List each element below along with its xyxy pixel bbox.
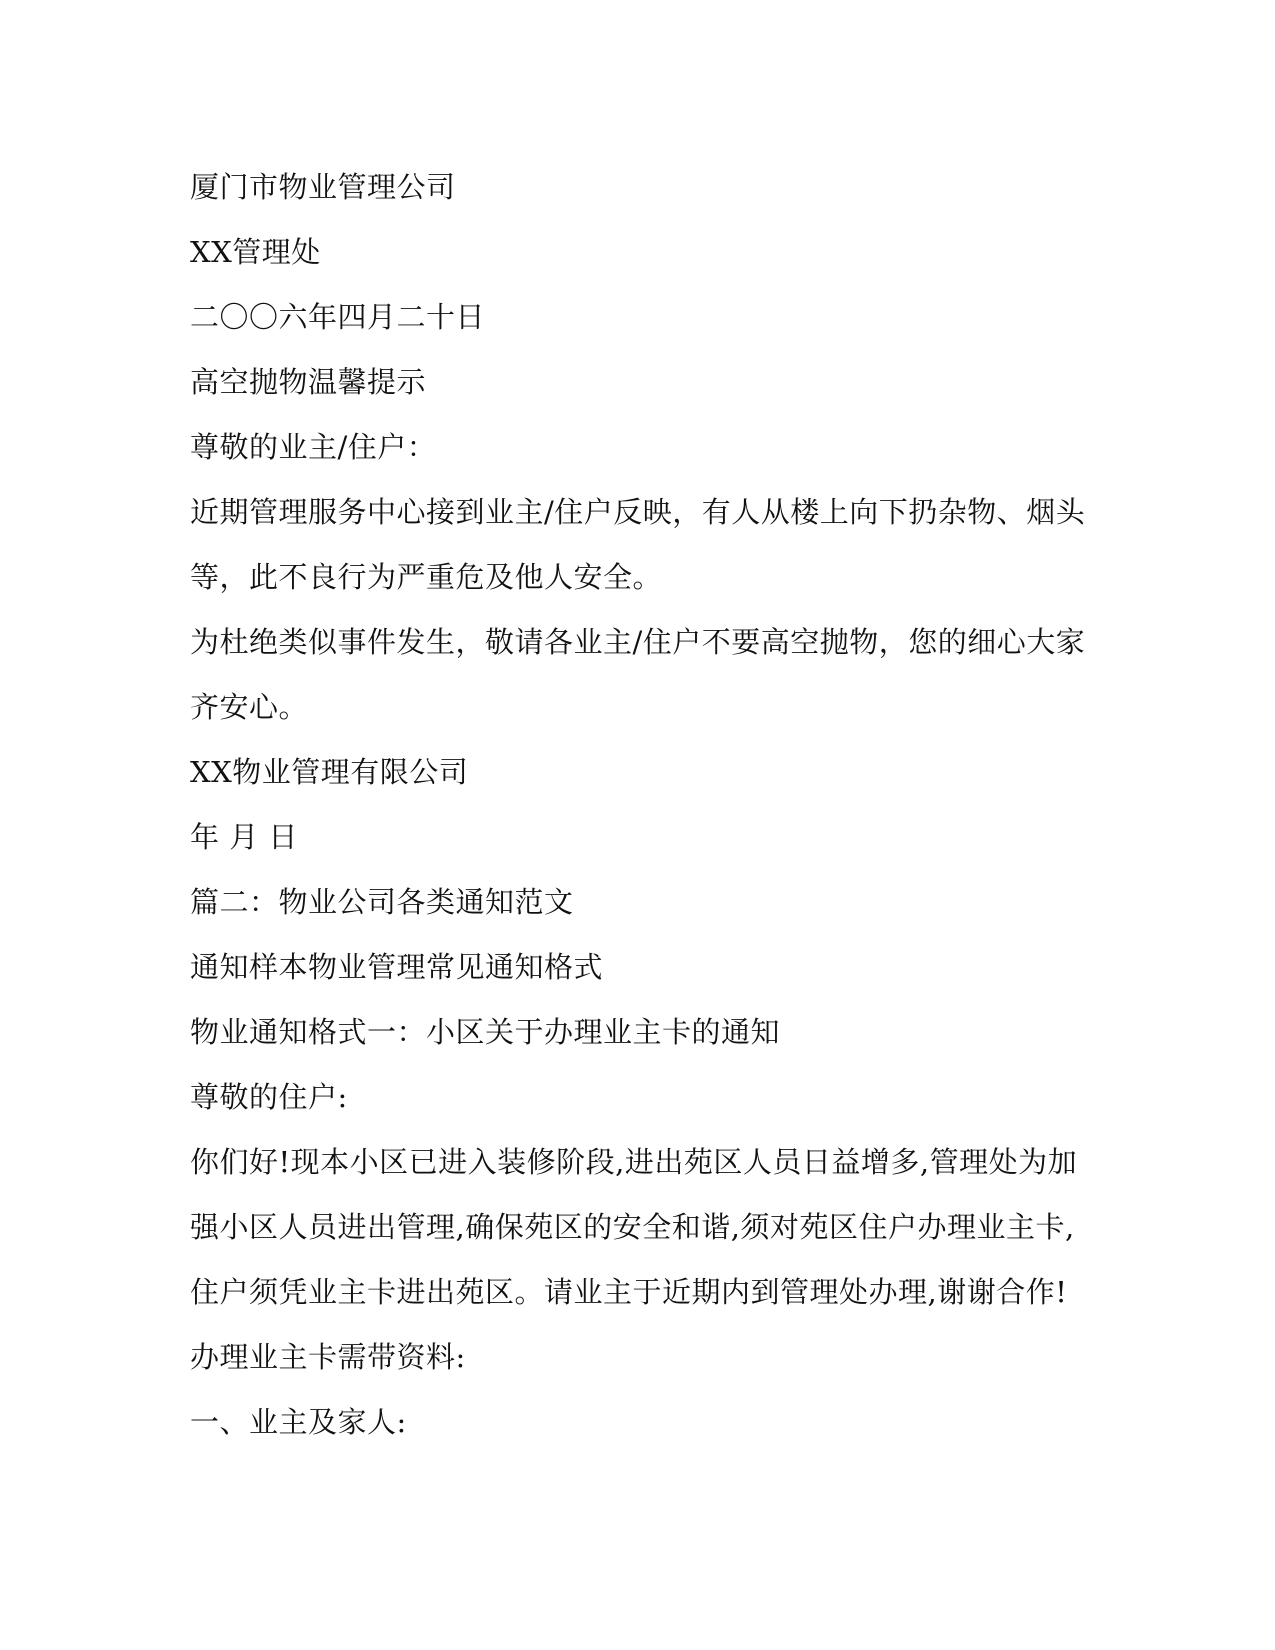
body-line: 强小区人员进出管理,确保苑区的安全和谐,须对苑区住户办理业主卡, [190,1210,1075,1244]
body-line: 为杜绝类似事件发生，敬请各业主/住户不要高空抛物，您的细心大家 [190,625,1086,659]
company-name: 厦门市物业管理公司 [190,170,456,204]
document-body [190,155,1090,1455]
body-line: 等，此不良行为严重危及他人安全。 [190,560,663,594]
notice-title: 高空抛物温馨提示 [190,365,427,399]
list-item: 一、业主及家人: [190,1405,407,1439]
salutation: 尊敬的业主/住户： [190,430,437,464]
section-subheading: 通知样本物业管理常见通知格式 [190,950,604,984]
salutation: 尊敬的住户: [190,1080,348,1114]
office-name: XX管理处 [190,235,321,269]
section-heading: 篇二：物业公司各类通知范文 [190,885,574,919]
materials-heading: 办理业主卡需带资料: [190,1340,466,1374]
body-line: 住户须凭业主卡进出苑区。请业主于近期内到管理处办理,谢谢合作! [190,1275,1068,1309]
body-line: 你们好!现本小区已进入装修阶段,进出苑区人员日益增多,管理处为加 [190,1145,1078,1179]
signature-date: 年 月 日 [190,820,298,854]
notice-format-title: 物业通知格式一：小区关于办理业主卡的通知 [190,1015,781,1049]
issue-date: 二〇〇六年四月二十日 [190,300,486,334]
signature-company: XX物业管理有限公司 [190,755,469,789]
body-line: 齐安心。 [190,690,309,724]
body-line: 近期管理服务中心接到业主/住户反映，有人从楼上向下扔杂物、烟头 [190,495,1086,529]
